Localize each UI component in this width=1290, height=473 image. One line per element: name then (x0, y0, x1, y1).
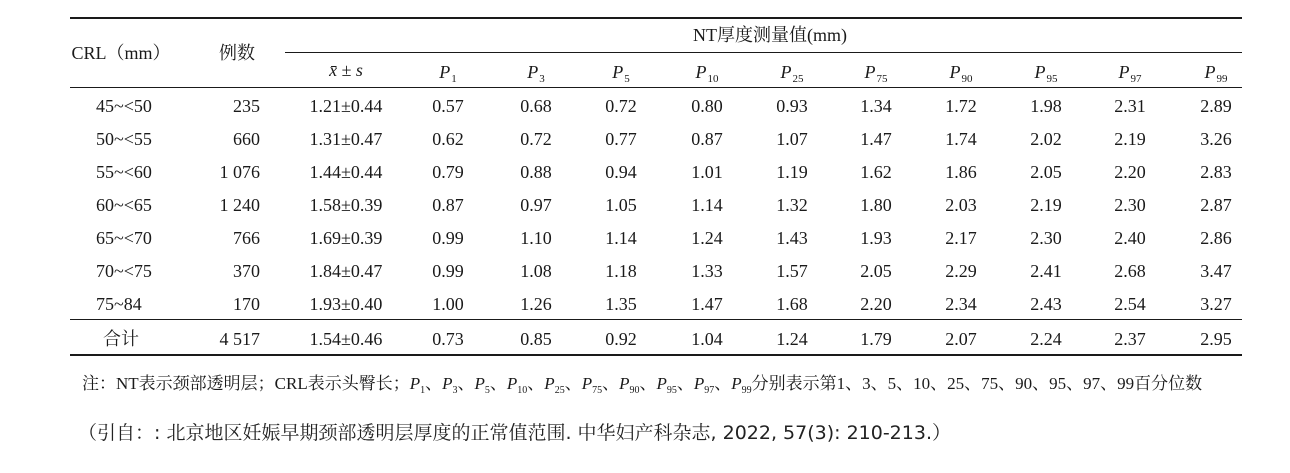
row-p5: 0.72 (605, 96, 637, 116)
header-count: 例数 (219, 43, 255, 63)
row-p75: 2.05 (860, 261, 892, 281)
table-bottom-rule (70, 354, 1242, 356)
row-p1: 1.00 (432, 294, 464, 314)
row-mean-sd: 1.31±0.47 (309, 129, 383, 149)
row-p25: 1.19 (776, 162, 808, 182)
header-crl: CRL（mm） (71, 43, 171, 63)
row-mean-sd: 1.21±0.44 (309, 96, 383, 116)
row-p90: 2.17 (945, 228, 977, 248)
row-p10: 0.87 (691, 129, 723, 149)
row-p3: 0.68 (520, 96, 552, 116)
header-percentile-p5: $P_5$ (612, 62, 630, 85)
row-p1: 0.99 (432, 228, 464, 248)
row-p1: 0.87 (432, 195, 464, 215)
row-crl-label: 55~<60 (96, 162, 152, 182)
row-p5: 0.94 (605, 162, 637, 182)
row-p97: 2.40 (1114, 228, 1146, 248)
row-p90: 1.74 (945, 129, 977, 149)
row-p5: 1.14 (605, 228, 637, 248)
header-percentile-p75: $P_{75}$ (864, 62, 888, 85)
total-row-p99: 2.95 (1200, 329, 1232, 349)
row-p99: 3.26 (1200, 129, 1232, 149)
row-p90: 2.29 (945, 261, 977, 281)
row-p3: 1.08 (520, 261, 552, 281)
row-mean-sd: 1.44±0.44 (309, 162, 383, 182)
header-percentile-p1: $P_1$ (439, 62, 457, 85)
row-p1: 0.57 (432, 96, 464, 116)
row-p1: 0.62 (432, 129, 464, 149)
row-count: 370 (233, 261, 260, 281)
row-p99: 3.47 (1200, 261, 1232, 281)
row-mean-sd: 1.69±0.39 (309, 228, 383, 248)
total-row-p1: 0.73 (432, 329, 464, 349)
row-crl-label: 75~84 (96, 294, 142, 314)
row-p95: 2.30 (1030, 228, 1062, 248)
row-crl-label: 60~<65 (96, 195, 152, 215)
total-top-rule (70, 319, 1242, 320)
row-p97: 2.54 (1114, 294, 1146, 314)
row-p25: 0.93 (776, 96, 808, 116)
total-row-p3: 0.85 (520, 329, 552, 349)
note-prefix: 注：NT表示颈部透明层；CRL表示头臀长； (82, 374, 410, 393)
row-p95: 1.98 (1030, 96, 1062, 116)
row-p10: 1.47 (691, 294, 723, 314)
row-p5: 1.18 (605, 261, 637, 281)
row-p95: 2.43 (1030, 294, 1062, 314)
table-top-rule (70, 17, 1242, 19)
header-percentile-p99: $P_{99}$ (1204, 62, 1228, 85)
row-mean-sd: 1.58±0.39 (309, 195, 383, 215)
row-p99: 3.27 (1200, 294, 1232, 314)
row-p90: 1.72 (945, 96, 977, 116)
row-p95: 2.19 (1030, 195, 1062, 215)
header-percentile-p95: $P_{95}$ (1034, 62, 1058, 85)
row-p5: 1.35 (605, 294, 637, 314)
row-p99: 2.87 (1200, 195, 1232, 215)
row-p97: 2.30 (1114, 195, 1146, 215)
row-p10: 1.24 (691, 228, 723, 248)
citation: （引自：: 北京地区妊娠早期颈部透明层厚度的正常值范围. 中华妇产科杂志, 2022, 57(3): 210-213.） (78, 422, 951, 444)
row-p95: 2.41 (1030, 261, 1062, 281)
row-p97: 2.68 (1114, 261, 1146, 281)
row-p99: 2.83 (1200, 162, 1232, 182)
row-crl-label: 65~<70 (96, 228, 152, 248)
row-crl-label: 45~<50 (96, 96, 152, 116)
row-count: 170 (233, 294, 260, 314)
row-p99: 2.86 (1200, 228, 1232, 248)
total-row-label: 合计 (103, 329, 139, 349)
row-p75: 1.80 (860, 195, 892, 215)
row-crl-label: 70~<75 (96, 261, 152, 281)
row-p10: 1.14 (691, 195, 723, 215)
total-row-p5: 0.92 (605, 329, 637, 349)
row-count: 1 076 (219, 162, 260, 182)
total-row-p95: 2.24 (1030, 329, 1062, 349)
row-p3: 0.97 (520, 195, 552, 215)
row-p1: 0.99 (432, 261, 464, 281)
row-count: 766 (233, 228, 260, 248)
row-count: 660 (233, 129, 260, 149)
row-p10: 1.33 (691, 261, 723, 281)
row-mean-sd: 1.93±0.40 (309, 294, 383, 314)
row-p75: 1.93 (860, 228, 892, 248)
header-group-rule (285, 52, 1242, 53)
total-row-p97: 2.37 (1114, 329, 1146, 349)
total-row-p25: 1.24 (776, 329, 808, 349)
header-bottom-rule (70, 87, 1242, 88)
row-p3: 1.26 (520, 294, 552, 314)
note-percentile-list: $P_1$、$P_3$、$P_5$、$P_{10}$、$P_{25}$、$P_{75}$、$P_{90}$、$P_{95}$、$P_{97}$、$P_{99}$ (409, 374, 752, 396)
total-row-p10: 1.04 (691, 329, 723, 349)
table-note (82, 369, 1202, 396)
total-row-mean-sd: 1.54±0.46 (309, 329, 383, 349)
row-p10: 0.80 (691, 96, 723, 116)
header-percentile-p97: $P_{97}$ (1118, 62, 1142, 85)
total-row-p90: 2.07 (945, 329, 977, 349)
row-p25: 1.68 (776, 294, 808, 314)
row-p10: 1.01 (691, 162, 723, 182)
row-p90: 2.03 (945, 195, 977, 215)
header-nt-group: NT厚度测量值(mm) (693, 25, 847, 45)
row-p95: 2.05 (1030, 162, 1062, 182)
row-p25: 1.43 (776, 228, 808, 248)
row-count: 1 240 (219, 195, 260, 215)
row-p3: 0.88 (520, 162, 552, 182)
note-suffix: 分别表示第1、3、5、10、25、75、90、95、97、99百分位数 (751, 374, 1203, 393)
row-p97: 2.19 (1114, 129, 1146, 149)
row-p25: 1.32 (776, 195, 808, 215)
row-p95: 2.02 (1030, 129, 1062, 149)
row-p75: 1.47 (860, 129, 892, 149)
total-row-count: 4 517 (219, 329, 260, 349)
row-p75: 1.62 (860, 162, 892, 182)
row-p75: 2.20 (860, 294, 892, 314)
row-p3: 1.10 (520, 228, 552, 248)
row-p25: 1.57 (776, 261, 808, 281)
row-p97: 2.31 (1114, 96, 1146, 116)
row-p5: 0.77 (605, 129, 637, 149)
row-p1: 0.79 (432, 162, 464, 182)
row-p90: 1.86 (945, 162, 977, 182)
row-p5: 1.05 (605, 195, 637, 215)
header-percentile-p10: $P_{10}$ (695, 62, 719, 85)
row-p3: 0.72 (520, 129, 552, 149)
row-crl-label: 50~<55 (96, 129, 152, 149)
row-count: 235 (233, 96, 260, 116)
row-p75: 1.34 (860, 96, 892, 116)
header-percentile-p90: $P_{90}$ (949, 62, 973, 85)
row-p90: 2.34 (945, 294, 977, 314)
row-mean-sd: 1.84±0.47 (309, 261, 383, 281)
header-percentile-p25: $P_{25}$ (780, 62, 804, 85)
total-row-p75: 1.79 (860, 329, 892, 349)
row-p99: 2.89 (1200, 96, 1232, 116)
header-percentile-p3: $P_3$ (527, 62, 545, 85)
header-mean-sd: x̄ ± s (329, 60, 363, 80)
row-p97: 2.20 (1114, 162, 1146, 182)
row-p25: 1.07 (776, 129, 808, 149)
